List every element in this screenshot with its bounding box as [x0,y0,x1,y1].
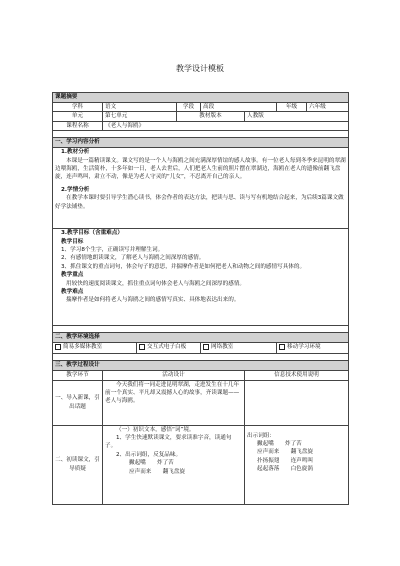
word-group: 扑扬振翅 连声鸣叫 [257,457,313,464]
edition-value: 人教版 [245,112,349,121]
environment-option-label: 交互式电子白板 [147,344,187,351]
environment-option-label: 网络教室 [211,344,234,351]
process-activity-1: 今天我们将一同走进昆明翠湖，走进发生在十几年前一个真实、平凡却又震撼人心的故事，齐读课题——老人与海鸥。 [103,380,245,425]
environment-option[interactable] [137,343,201,354]
goal-item: 1、学习8个生字，正确读写并理解生词。 [61,247,164,254]
environment-option-label: 简易多媒体教室 [63,344,103,351]
lesson-plan-table [52,92,349,505]
word-group: 应声而来 翻飞盘旋 [129,468,185,475]
unit-value: 第七单元 [103,112,177,121]
section-environment-header: 二、教学环境选择 [53,333,349,343]
process-tech-2 [245,425,349,504]
section-process-header: 三、教学过程设计 [53,361,349,371]
key-point-title: 教学重点 [61,272,84,279]
word-group: 起起落落 白色旋涡 [257,466,313,473]
grade-value: 六年级 [307,103,349,112]
checkbox-icon[interactable] [139,344,145,350]
edition-label: 教材版本 [177,112,245,121]
lesson-label: 课程名称 [53,121,103,130]
environment-option[interactable] [201,343,277,354]
goals-header: 3.教学目标（含重难点） [61,230,123,237]
goal-item: 2、有感情地朗读课文，了解老人与海鸥之间深厚的感情。 [61,255,205,262]
unit-label: 单元 [53,112,103,121]
stage-value: 高段 [201,103,277,112]
spacer [53,354,349,361]
goals-cell [53,229,349,326]
key-point-text: 用较快的速度阅读课文，抓住重点词句体会老人与海鸥之间深厚的感情。 [66,280,246,287]
stage-label: 学段 [177,103,201,112]
learner-analysis-title: 2.学情分析 [61,186,90,193]
word-group: 应声而来 翻飞盘旋 [257,449,313,456]
document-title: 教学设计模板 [176,64,224,73]
lesson-value: 《老人与海鸥》 [103,121,349,130]
process-stage-1: 一、导入新课，引出话题 [53,380,103,425]
column-header-activity: 活动设计 [103,371,245,380]
process-tech-1 [245,380,349,425]
section-summary-header: 课题摘要 [53,93,349,103]
subject-value: 语文 [103,103,177,112]
process-stage-2: 二、初读课文，引导质疑 [53,425,103,504]
checkbox-icon[interactable] [55,344,61,350]
textbook-analysis-text: 本课是一篇精读课文。课文写的是一个人与海鸥之间充满深厚情谊的感人故事。有一位老人每到冬季来昆明的翠湖边喂海鸥，生活简朴，十多年如一日，老人去世后，人们把老人生前的照片摆在翠湖边，海鸥在老人的遗像前翻飞盘旋，连声鸣叫，肃立不动，像是为老人守灵的“儿女”，不忍离开自己的亲人。 [55,157,346,181]
activity-line: 2、出示词组，反复品味。 [116,451,182,458]
spacer [53,131,349,138]
learner-analysis-text: 在教学本课时要引导学生潜心读书，体会作者的表达方法，把读与思、读与写有机地结合起来，为后续3篇课文做好学法铺垫。 [55,195,344,210]
difficulty-text: 揣摩作者是如何将老人与海鸥之间的感情写真实、具体地表达出来的。 [66,297,240,304]
textbook-analysis-title: 1.教材分析 [61,149,90,156]
checkbox-icon[interactable] [279,344,285,350]
grade-label: 年级 [277,103,307,112]
environment-option[interactable] [277,343,349,354]
column-header-stage: 教学环节 [53,371,103,380]
analysis-cell [53,148,349,229]
environment-option-label: 移动学习环境 [287,344,321,351]
tech-title: 出示词组： [247,432,275,439]
goal-item: 3、抓住课文的重点词句，体会句子的意思，并揣摩作者是如何把老人和动物之间的感情写具体的。 [61,263,306,270]
section-content-analysis-header: 一、学习内容分析 [53,138,349,148]
process-activity-2 [103,425,245,504]
column-header-tech: 信息技术使用说明 [245,371,349,380]
difficulty-title: 教学难点 [61,289,84,296]
environment-option[interactable] [53,343,137,354]
subject-label: 学科 [53,103,103,112]
word-group: 撇起嘴 炸了苦 [257,441,302,448]
activity-line: 1、学生快速默读课文，要求读准字音，读通句子。 [105,435,232,450]
activity-line: （一）初识文本，感悟“词”境。 [116,426,195,433]
word-group: 撇起嘴 炸了苦 [129,460,174,467]
goals-title: 教学目标 [61,238,84,245]
spacer [53,326,349,333]
checkbox-icon[interactable] [203,344,209,350]
